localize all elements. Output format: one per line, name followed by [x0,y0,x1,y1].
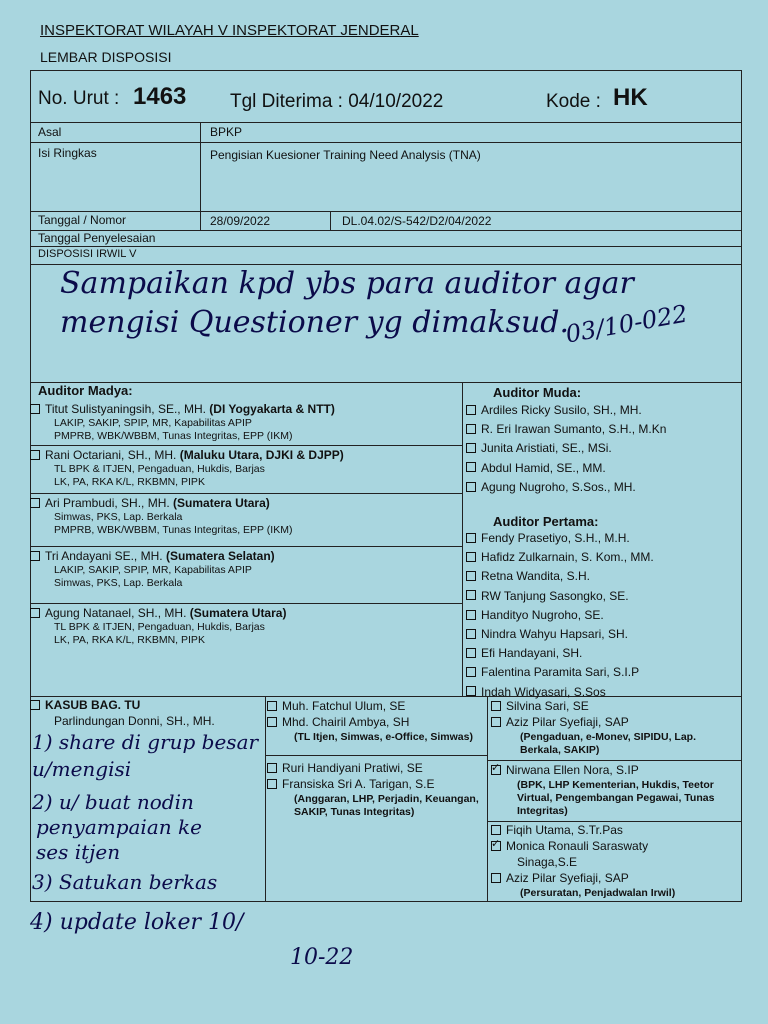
right-r2 [491,715,629,729]
right-r4 [491,823,623,837]
madya-name: Titut Sulistyaningsih, SE., MH. [45,402,206,416]
madya-duties: TL BPK & ITJEN, Pengaduan, Hukdis, Barjas [54,621,265,633]
muda-checkbox[interactable] [466,482,476,492]
madya-region: (Maluku Utara, DJKI & DJPP) [179,448,344,462]
mid-b2-checkbox[interactable] [267,779,277,789]
mid-b2-label: Fransiska Sri A. Tarigan, S.E [282,777,435,791]
handwritten-date: 03/10-022 [563,299,690,349]
madya-region: (Sumatera Utara) [173,496,270,510]
handwritten-note-4b: 10-22 [290,945,354,970]
form-title: LEMBAR DISPOSISI [40,49,172,65]
kode-label: Kode : [546,91,601,112]
right-r3 [491,763,639,777]
muda-checkbox[interactable] [466,424,476,434]
asal-label: Asal [38,125,62,139]
right-r2-checkbox[interactable] [491,717,501,727]
mid-b1 [267,761,423,775]
tanggal-value: 28/09/2022 [210,214,271,228]
no-urut-value: 1463 [133,83,187,110]
muda-item [466,441,612,455]
pertama-item [466,665,639,679]
right-r1-checkbox[interactable] [491,701,501,711]
kasub-title: KASUB BAG. TU [45,698,141,712]
handwritten-note-2c: ses itjen [36,840,121,864]
mid-b1-label: Ruri Handiyani Pratiwi, SE [282,761,423,775]
kasub-title-row [30,698,140,712]
kode-value: HK [613,84,648,111]
muda-checkbox[interactable] [466,443,476,453]
right-r6-desc: (Persuratan, Penjadwalan Irwil) [520,887,676,899]
madya-checkbox[interactable] [30,498,40,508]
muda-name: Junita Aristiati, SE., MSi. [481,441,612,456]
pertama-name: Indah Widyasari, S.Sos [481,684,606,699]
disposisi-label: DISPOSISI IRWIL V [38,248,137,260]
pertama-item [466,685,606,699]
madya-name: Ari Prambudi, SH., MH. [45,496,170,510]
handwritten-note-4: 4) update loker 10/ [30,910,244,935]
right-r2-label: Aziz Pilar Syefiaji, SAP [506,715,629,729]
madya-item [30,496,270,510]
muda-item [466,480,636,494]
muda-item [466,422,666,436]
right-r6 [491,871,629,885]
madya-duties: LAKIP, SAKIP, SPIP, MR, Kapabilitas APIP [54,564,252,576]
right-r3-checkbox[interactable] [491,765,501,775]
pertama-checkbox[interactable] [466,590,476,600]
nomor-value: DL.04.02/S-542/D2/04/2022 [342,214,492,228]
muda-checkbox[interactable] [466,462,476,472]
auditor-madya-title: Auditor Madya: [38,383,133,398]
right-r3-desc: (BPK, LHP Kementerian, Hukdis, Teetor Virtual, Pengembangan Pegawai, Tunas Integritas) [517,779,715,817]
pertama-checkbox[interactable] [466,667,476,677]
pertama-checkbox[interactable] [466,648,476,658]
madya-duties: Simwas, PKS, Lap. Berkala [54,511,183,523]
pertama-item [466,608,604,622]
madya-item [30,549,275,563]
pertama-name: RW Tanjung Sasongko, SE. [481,588,629,603]
pertama-name: Nindra Wahyu Hapsari, SH. [481,627,628,641]
right-r5-checkbox[interactable] [491,841,501,851]
mid-a2-checkbox[interactable] [267,717,277,727]
pertama-item [466,646,582,660]
pertama-item [466,531,630,545]
madya-checkbox[interactable] [30,404,40,414]
handwritten-note-1b: u/mengisi [32,757,132,781]
madya-duties: PMPRB, WBK/WBBM, Tunas Integritas, EPP (IKM) [54,524,293,536]
tgl-diterima: Tgl Diterima : 04/10/2022 [230,91,444,112]
handwritten-note-3: 3) Satukan berkas [32,870,218,894]
agency-header: INSPEKTORAT WILAYAH V INSPEKTORAT JENDERAL [40,22,419,39]
muda-name: Abdul Hamid, SE., MM. [481,460,606,475]
pertama-checkbox[interactable] [466,533,476,543]
muda-name: Ardiles Ricky Susilo, SH., MH. [481,403,642,417]
pertama-name: Efi Handayani, SH. [481,646,583,661]
pertama-name: Hafidz Zulkarnain, S. Kom., MM. [481,550,654,565]
right-r1-label: Silvina Sari, SE [506,699,589,713]
handwritten-line-2: mengisi Questioner yg dimaksud. [60,305,570,340]
muda-checkbox[interactable] [466,405,476,415]
madya-checkbox[interactable] [30,608,40,618]
madya-region: (DI Yogyakarta & NTT) [209,402,335,416]
penyelesaian-label: Tanggal Penyelesaian [38,231,156,245]
mid-a1-checkbox[interactable] [267,701,277,711]
madya-item [30,402,335,416]
handwritten-note-2b: penyampaian ke [36,815,202,839]
no-urut-label: No. Urut : [38,88,120,109]
pertama-checkbox[interactable] [466,610,476,620]
muda-name: Agung Nugroho, S.Sos., MH. [481,479,636,494]
madya-duties: PMPRB, WBK/WBBM, Tunas Integritas, EPP (IKM) [54,430,293,442]
kasub-checkbox[interactable] [30,700,40,710]
madya-checkbox[interactable] [30,450,40,460]
muda-name: R. Eri Irawan Sumanto, S.H., M.Kn [481,422,667,437]
right-r5b: Sinaga,S.E [517,855,578,869]
kasub-name: Parlindungan Donni, SH., MH. [54,714,215,728]
madya-duties: TL BPK & ITJEN, Pengaduan, Hukdis, Barjas [54,463,265,475]
pertama-item [466,569,590,583]
muda-item [466,461,606,475]
right-r3-label: Nirwana Ellen Nora, S.IP [506,763,639,777]
right-r6-checkbox[interactable] [491,873,501,883]
pertama-name: Retna Wandita, S.H. [481,569,590,584]
pertama-item [466,550,654,564]
mid-a2 [267,715,409,729]
pertama-checkbox[interactable] [466,686,476,696]
madya-region: (Sumatera Selatan) [165,549,275,563]
madya-duties: Simwas, PKS, Lap. Berkala [54,577,183,589]
isi-value: Pengisian Kuesioner Training Need Analysis (TNA) [210,148,481,162]
right-r1 [491,699,589,713]
madya-checkbox[interactable] [30,551,40,561]
pertama-item [466,627,628,641]
auditor-pertama-title: Auditor Pertama: [493,514,599,529]
handwritten-note-1: 1) share di grup besar [32,730,259,754]
pertama-name: Fendy Prasetiyo, S.H., M.H. [481,531,630,545]
madya-region: (Sumatera Utara) [189,606,287,620]
right-r2-desc: (Pengaduan, e-Monev, SIPIDU, Lap. Berkala, SAKIP) [520,731,696,756]
madya-item [30,448,344,462]
right-r5-label: Monica Ronauli Saraswaty [506,839,649,853]
right-r5 [491,839,648,853]
mid-b-desc: (Anggaran, LHP, Perjadin, Keuangan, SAKIP, Tunas Integritas) [294,793,479,818]
mid-a1 [267,699,405,713]
asal-value: BPKP [210,125,243,139]
madya-duties: LAKIP, SAKIP, SPIP, MR, Kapabilitas APIP [54,417,252,429]
madya-name: Rani Octariani, SH., MH. [45,448,177,462]
handwritten-line-1: Sampaikan kpd ybs para auditor agar [60,266,634,301]
right-r6-label: Aziz Pilar Syefiaji, SAP [506,871,629,885]
right-r4-label: Fiqih Utama, S.Tr.Pas [506,823,623,837]
pertama-checkbox[interactable] [466,552,476,562]
madya-duties: LK, PA, RKA K/L, RKBMN, PIPK [54,476,205,488]
pertama-checkbox[interactable] [466,629,476,639]
pertama-name: Falentina Paramita Sari, S.I.P [481,665,640,680]
mid-b2 [267,777,435,791]
mid-a1-label: Muh. Fatchul Ulum, SE [282,699,406,713]
tanggal-label: Tanggal / Nomor [38,213,127,227]
handwritten-note-2: 2) u/ buat nodin [32,790,194,814]
auditor-muda-title: Auditor Muda: [493,385,582,400]
madya-item [30,606,286,620]
pertama-name: Handityo Nugroho, SE. [481,607,604,622]
mid-a2-label: Mhd. Chairil Ambya, SH [282,715,410,729]
mid-a-desc: (TL Itjen, Simwas, e-Office, Simwas) [294,731,473,743]
mid-b1-checkbox[interactable] [267,763,277,773]
right-r4-checkbox[interactable] [491,825,501,835]
madya-name: Agung Natanael, SH., MH. [45,606,187,620]
madya-name: Tri Andayani SE., MH. [45,549,163,563]
madya-duties: LK, PA, RKA K/L, RKBMN, PIPK [54,634,205,646]
isi-label: Isi Ringkas [38,146,97,160]
muda-item [466,403,642,417]
pertama-checkbox[interactable] [466,571,476,581]
pertama-item [466,589,629,603]
